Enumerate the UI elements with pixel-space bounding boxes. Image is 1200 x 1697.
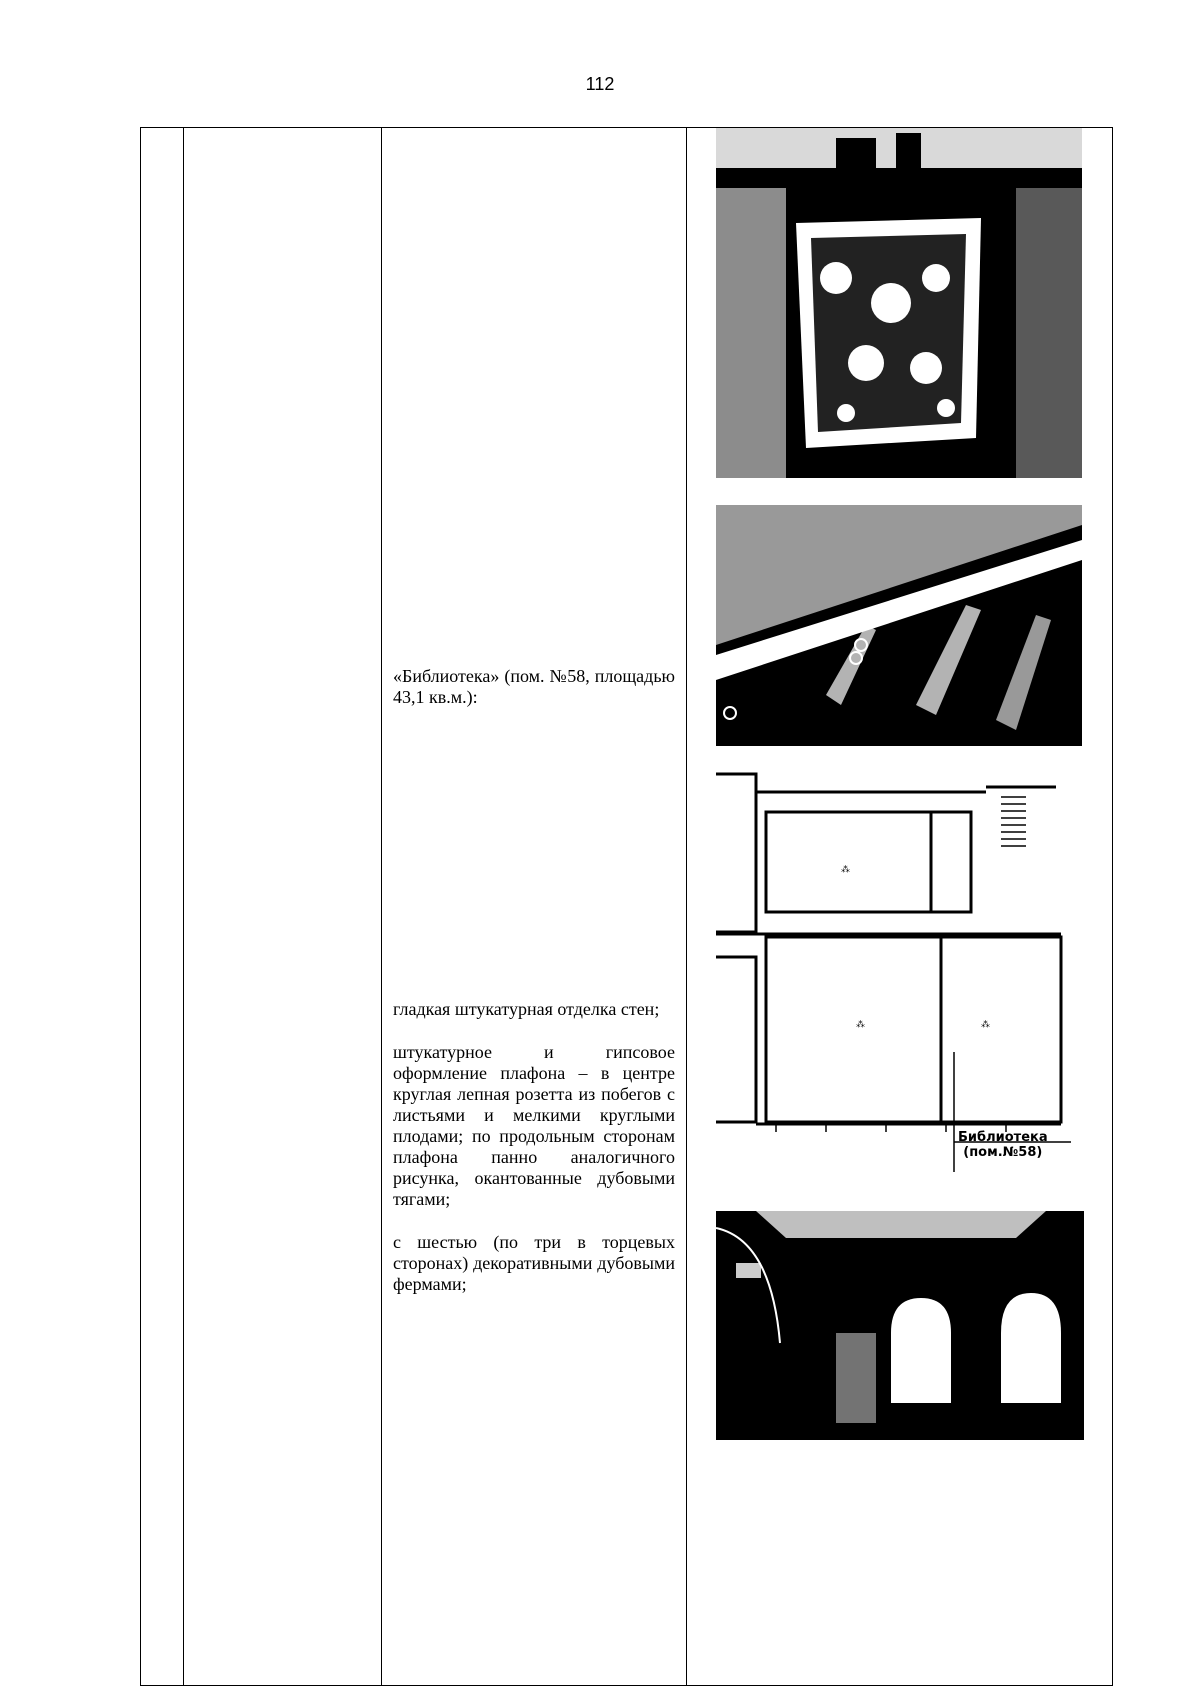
plan-label-line2: (пом.№58): [963, 1145, 1043, 1160]
ceiling-rosette-photo: [716, 128, 1082, 478]
library-interior-photo: [716, 1193, 1084, 1440]
svg-text:⁂: ⁂: [856, 1020, 865, 1030]
column-divider: [686, 128, 687, 1685]
plan-label: [958, 1130, 1048, 1160]
plan-label-line1: Библиотека: [958, 1130, 1048, 1145]
ceiling-panel-detail-photo: [716, 505, 1082, 746]
page-number: 112: [585, 74, 615, 94]
floor-plan-drawing: [716, 772, 1086, 1172]
svg-text:⁂: ⁂: [981, 1020, 990, 1030]
room-heading: [393, 666, 675, 708]
feature-wall-finish: гладкая штукатурная отделка стен;: [393, 999, 660, 1019]
feature-ceiling-plafond: штукатурное и гипсовое оформление плафона – в центре круглая лепная розетта из побегов с листьями и мелкими круглыми плодами; по продольным сторонам плафона панно аналогичного рисунка, окантованные дубовыми тягами;: [393, 1042, 675, 1209]
feature-list: [393, 999, 675, 1295]
feature-oak-trusses: с шестью (по три в торцевых сторонах) декоративными дубовыми фермами;: [393, 1232, 675, 1294]
column-divider: [381, 128, 382, 1685]
room-heading-text: «Библиотека» (пом. №58, площадью 43,1 кв.м.):: [393, 666, 675, 707]
column-divider: [183, 128, 184, 1685]
svg-text:⁂: ⁂: [841, 865, 850, 875]
